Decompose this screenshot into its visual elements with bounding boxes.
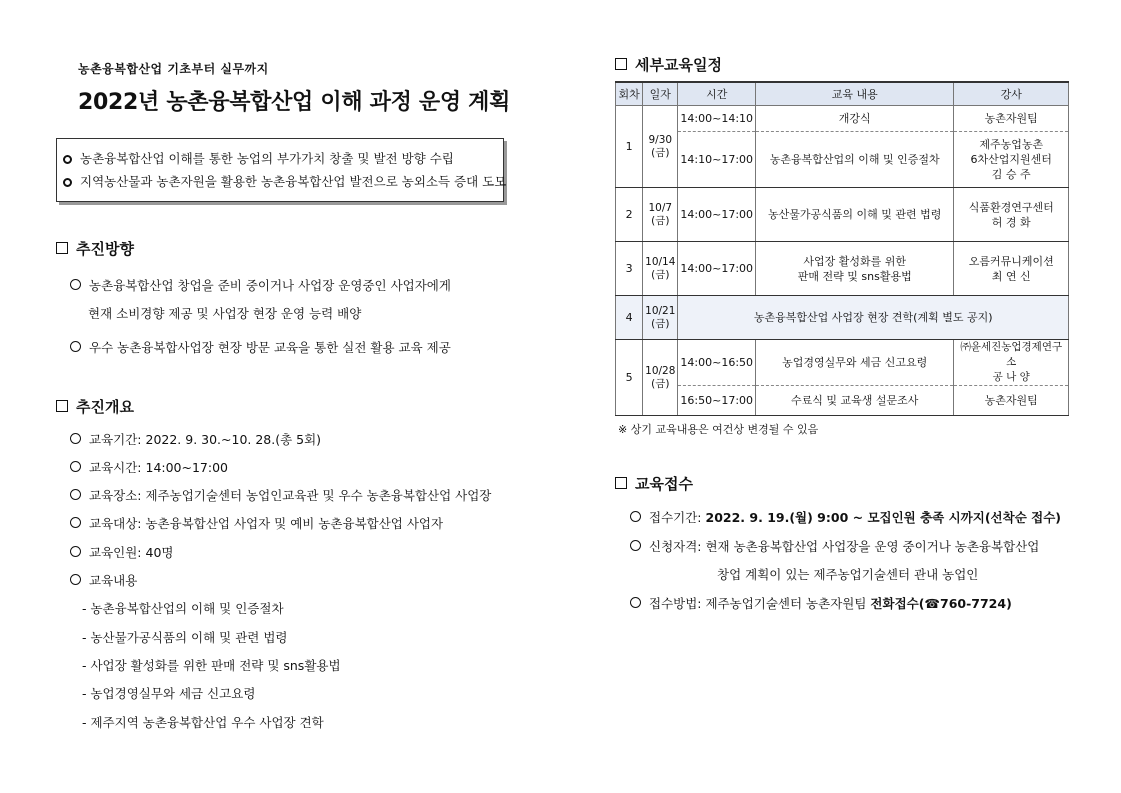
overview-item: 교육대상: 농촌융복합산업 사업자 및 예비 농촌융복합산업 사업자	[70, 514, 443, 532]
circle-bullet-icon	[70, 341, 81, 352]
overview-item: 교육내용	[70, 571, 137, 589]
cell-content: 농촌융복합산업의 이해 및 인증절차	[756, 132, 954, 188]
cell-date: 10/21 (금)	[643, 296, 678, 340]
cell-no: 5	[616, 340, 643, 416]
section-heading-schedule: 세부교육일정	[615, 54, 722, 75]
checkbox-square-icon	[615, 58, 627, 70]
checkbox-square-icon	[56, 400, 68, 412]
overview-item: 교육시간: 14:00~17:00	[70, 458, 228, 476]
schedule-table	[615, 81, 1069, 416]
cell-content: 농업경영실무와 세금 신고요령	[756, 340, 954, 386]
cell-lecturer: 제주농업농촌 6차산업지원센터 김 승 주	[954, 132, 1069, 188]
col-header: 시간	[678, 82, 756, 106]
section-heading-direction: 추진방향	[56, 238, 134, 259]
cell-no: 3	[616, 242, 643, 296]
table-row	[616, 340, 1069, 386]
cell-time: 14:10~17:00	[678, 132, 756, 188]
content-item: - 농촌융복합산업의 이해 및 인증절차	[82, 601, 284, 616]
bullet-icon	[63, 155, 72, 164]
direction-item: 우수 농촌융복합사업장 현장 방문 교육을 통한 실전 활용 교육 제공	[70, 338, 451, 356]
cell-content: 농촌융복합산업 사업장 현장 견학(계획 별도 공지)	[678, 296, 1069, 340]
doc-subtitle: 농촌융복합산업 기초부터 실무까지	[78, 62, 269, 76]
reception-period: 접수기간: 2022. 9. 19.(월) 9:00 ~ 모집인원 충족 시까지(선착순 접수)	[630, 508, 1061, 526]
table-row	[616, 296, 1069, 340]
circle-bullet-icon	[70, 517, 81, 528]
cell-no: 1	[616, 106, 643, 188]
circle-bullet-icon	[630, 511, 641, 522]
table-row	[616, 132, 1069, 188]
circle-bullet-icon	[70, 546, 81, 557]
circle-bullet-icon	[70, 279, 81, 290]
table-header-row	[616, 82, 1069, 106]
goal-box	[56, 138, 507, 202]
table-row	[616, 242, 1069, 296]
col-header: 교육 내용	[756, 82, 954, 106]
cell-content: 개강식	[756, 106, 954, 132]
cell-time: 14:00~16:50	[678, 340, 756, 386]
checkbox-square-icon	[56, 242, 68, 254]
section-heading-overview: 추진개요	[56, 396, 134, 417]
circle-bullet-icon	[70, 461, 81, 472]
cell-no: 4	[616, 296, 643, 340]
cell-lecturer: ㈜윤세진농업경제연구소 공 나 양	[954, 340, 1069, 386]
content-item: - 제주지역 농촌융복합산업 우수 사업장 견학	[82, 715, 324, 730]
cell-time: 14:00~17:00	[678, 188, 756, 242]
cell-content: 농산물가공식품의 이해 및 관련 법령	[756, 188, 954, 242]
cell-time: 14:00~14:10	[678, 106, 756, 132]
circle-bullet-icon	[70, 574, 81, 585]
content-item: - 농산물가공식품의 이해 및 관련 법령	[82, 630, 288, 645]
circle-bullet-icon	[630, 597, 641, 608]
circle-bullet-icon	[630, 540, 641, 551]
content-item: - 사업장 활성화를 위한 판매 전략 및 sns활용법	[82, 658, 341, 673]
cell-lecturer: 오름커뮤니케이션 최 연 신	[954, 242, 1069, 296]
circle-bullet-icon	[70, 489, 81, 500]
reception-method: 접수방법: 제주농업기술센터 농촌자원팀 전화접수(☎760-7724)	[630, 594, 1012, 612]
direction-item-cont: 현재 소비경향 제공 및 사업장 현장 운영 능력 배양	[88, 306, 362, 321]
cell-lecturer: 농촌자원팀	[954, 106, 1069, 132]
col-header: 일자	[643, 82, 678, 106]
cell-time: 16:50~17:00	[678, 386, 756, 416]
cell-content: 수료식 및 교육생 설문조사	[756, 386, 954, 416]
table-row	[616, 386, 1069, 416]
overview-item: 교육인원: 40명	[70, 543, 173, 561]
cell-date: 10/28 (금)	[643, 340, 678, 416]
overview-item: 교육기간: 2022. 9. 30.~10. 28.(총 5회)	[70, 430, 321, 448]
doc-title: 2022년 농촌융복합산업 이해 과정 운영 계획	[78, 90, 511, 115]
bullet-icon	[63, 178, 72, 187]
table-row	[616, 106, 1069, 132]
col-header: 강사	[954, 82, 1069, 106]
goal-item: 농촌융복합산업 이해를 통한 농업의 부가가치 창출 및 발전 방향 수립	[63, 147, 503, 170]
section-heading-reception: 교육접수	[615, 473, 693, 494]
goal-item: 지역농산물과 농촌자원을 활용한 농촌융복합산업 발전으로 농외소득 증대 도모	[63, 170, 503, 193]
cell-date: 10/7 (금)	[643, 188, 678, 242]
table-row	[616, 188, 1069, 242]
circle-bullet-icon	[70, 433, 81, 444]
cell-lecturer: 농촌자원팀	[954, 386, 1069, 416]
checkbox-square-icon	[615, 477, 627, 489]
content-item: - 농업경영실무와 세금 신고요령	[82, 686, 256, 701]
reception-qualification-cont: 창업 계획이 있는 제주농업기술센터 관내 농업인	[717, 567, 979, 582]
cell-date: 9/30 (금)	[643, 106, 678, 188]
col-header: 회차	[616, 82, 643, 106]
schedule-note: ※ 상기 교육내용은 여건상 변경될 수 있음	[618, 423, 819, 436]
direction-item: 농촌융복합산업 창업을 준비 중이거나 사업장 운영중인 사업자에게	[70, 276, 451, 294]
cell-date: 10/14 (금)	[643, 242, 678, 296]
reception-qualification: 신청자격: 현재 농촌융복합산업 사업장을 운영 중이거나 농촌융복합산업	[630, 537, 1039, 555]
overview-item: 교육장소: 제주농업기술센터 농업인교육관 및 우수 농촌융복합산업 사업장	[70, 486, 491, 504]
cell-lecturer: 식품환경연구센터 허 경 화	[954, 188, 1069, 242]
cell-time: 14:00~17:00	[678, 242, 756, 296]
cell-content: 사업장 활성화를 위한 판매 전략 및 sns활용법	[756, 242, 954, 296]
cell-no: 2	[616, 188, 643, 242]
